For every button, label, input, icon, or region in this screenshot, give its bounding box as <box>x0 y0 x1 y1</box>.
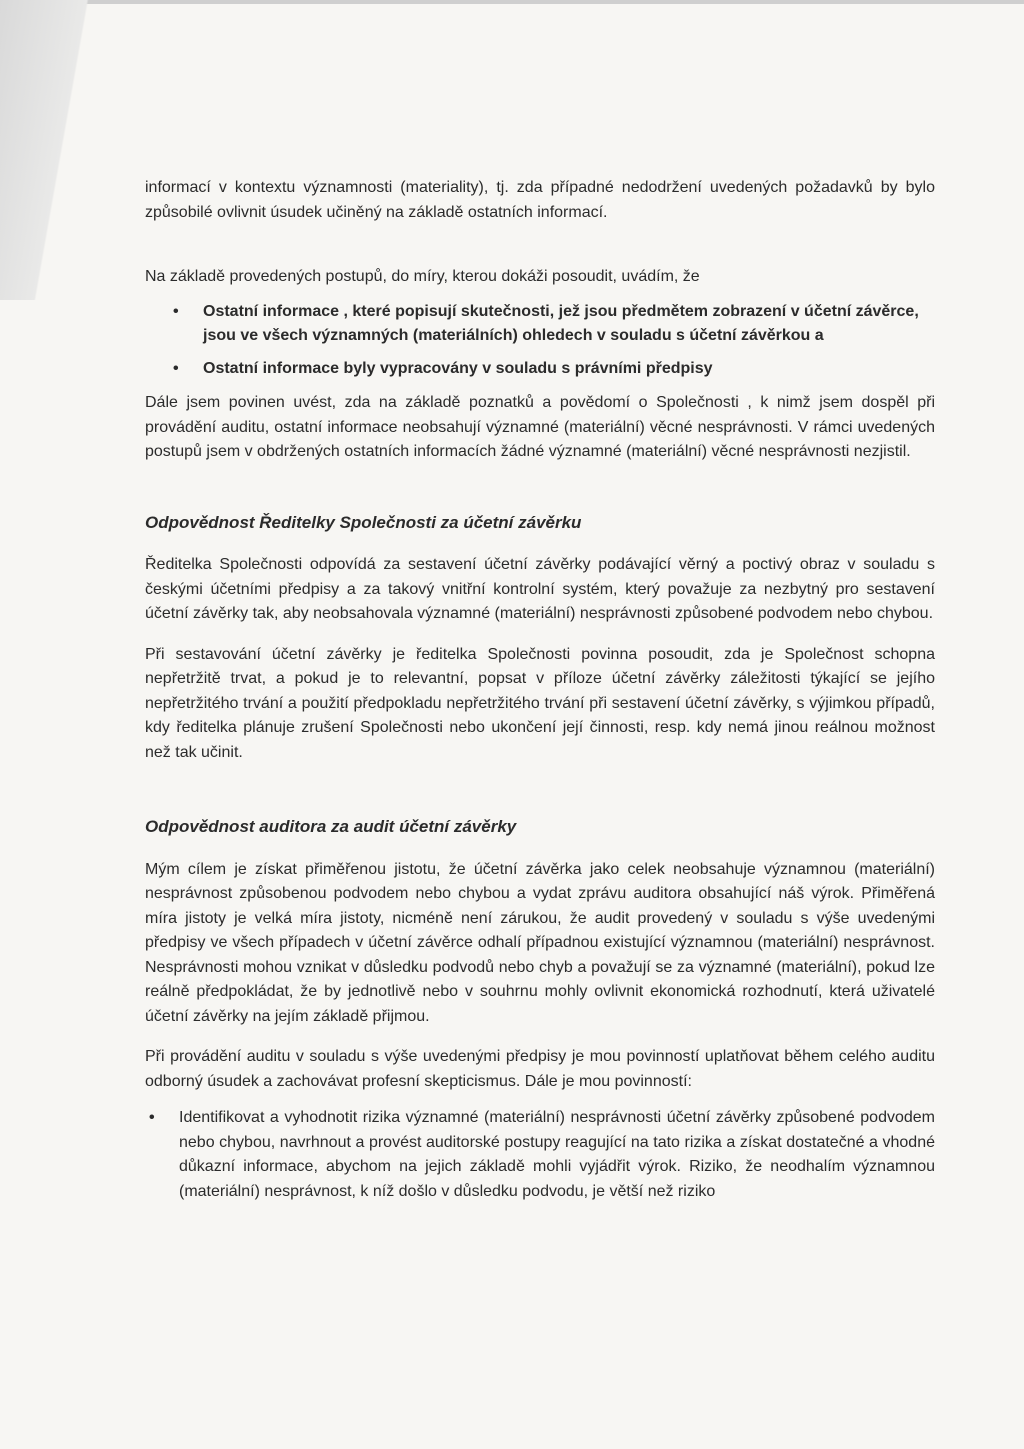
auditor-paragraph: Při provádění auditu v souladu s výše uvedenými předpisy je mou povinností uplatňovat během celého auditu odborný úsudek a zachovávat profesní skepticismus. Dále je mou povinností: <box>145 1048 935 1090</box>
conclusion-bullet: • Ostatní informace , které popisují skutečnosti, jež jsou předmětem zobrazení v účetní závěrce, jsou ve všech významných (materiálních) ohledech v souladu s účetní závěrkou a <box>203 300 935 349</box>
basis-sentence: Na základě provedených postupů, do míry, kterou dokáži posoudit, uvádím, že <box>145 268 700 285</box>
section-heading-director: Odpovědnost Ředitelky Společnosti za účetní závěrku <box>145 512 582 532</box>
findings-paragraph: Dále jsem povinen uvést, zda na základě poznatků a povědomí o Společnosti , k nimž jsem dospěl při provádění auditu, ostatní informace neobsahují významné (materiální) věcné nesprávnosti. V rámci uvedených postupů jsem v obdržených ostatních informacích žádné významné (materiální) věcné nesprávnosti nezjistil. <box>145 394 935 460</box>
scan-page-fold <box>0 0 140 300</box>
scan-top-edge <box>0 0 1024 4</box>
conclusion-list <box>145 300 935 382</box>
director-paragraph: Při sestavování účetní závěrky je ředitelka Společnosti povinna posoudit, zda je Společnost schopna nepřetržitě trvat, a pokud je to relevantní, popsat v příloze účetní závěrky záležitosti týkající se jejího nepřetržitého trvání a použití předpokladu nepřetržitého trvání při sestavení účetní závěrky, s výjimkou případů, kdy ředitelka plánuje zrušení Společnosti nebo ukončení její činnosti, resp. kdy nemá jinou reálnou možnost než tak učinit. <box>145 645 935 761</box>
document-page <box>145 176 935 1204</box>
auditor-paragraph: Mým cílem je získat přiměřenou jistotu, že účetní závěrka jako celek neobsahuje významnou (materiální) nesprávnost způsobenou podvodem nebo chybou a vydat zprávu auditora obsahující náš výrok. Přiměřená míra jistoty je velká míra jistoty, nicméně není zárukou, že audit provedený v souladu s výše uvedenými předpisy ve všech případech v účetní závěrce odhalí případnou existující významnou (materiální) nesprávnost. Nesprávnosti mohou vznikat v důsledku podvodů nebo chyb a považují se za významné (materiální), pokud lze reálně předpokládat, že by jednotlivě nebo v souhrnu mohly ovlivnit ekonomická rozhodnutí, která uživatelé účetní závěrky na jejím základě přijmou. <box>145 860 935 1025</box>
conclusion-bullet: • Ostatní informace byly vypracovány v souladu s právními předpisy <box>203 357 935 382</box>
auditor-duty-bullet: • Identifikovat a vyhodnotit rizika významné (materiální) nesprávnosti účetní závěrky způsobené podvodem nebo chybou, navrhnout a provést auditorské postupy reagující na tato rizika a získat dostatečné a vhodné důkazní informace, abychom na jejich základě mohli vyjádřit výrok. Riziko, že neodhalím významnou (materiální) nesprávnost, k níž došlo v důsledku podvodu, je větší než riziko <box>179 1106 935 1204</box>
intro-paragraph: informací v kontextu významnosti (materiality), tj. zda případné nedodržení uvedených požadavků by bylo způsobilé ovlivnit úsudek učiněný na základě ostatních informací. <box>145 179 935 221</box>
auditor-duties-list <box>145 1106 935 1204</box>
section-heading-auditor: Odpovědnost auditora za audit účetní závěrky <box>145 817 517 836</box>
director-paragraph: Ředitelka Společnosti odpovídá za sestavení účetní závěrky podávající věrný a poctivý obraz v souladu s českými účetními předpisy a za takový vnitřní kontrolní systém, který považuje za nezbytný pro sestavení účetní závěrky tak, aby neobsahovala významné (materiální) nesprávnosti způsobené podvodem nebo chybou. <box>145 556 935 622</box>
